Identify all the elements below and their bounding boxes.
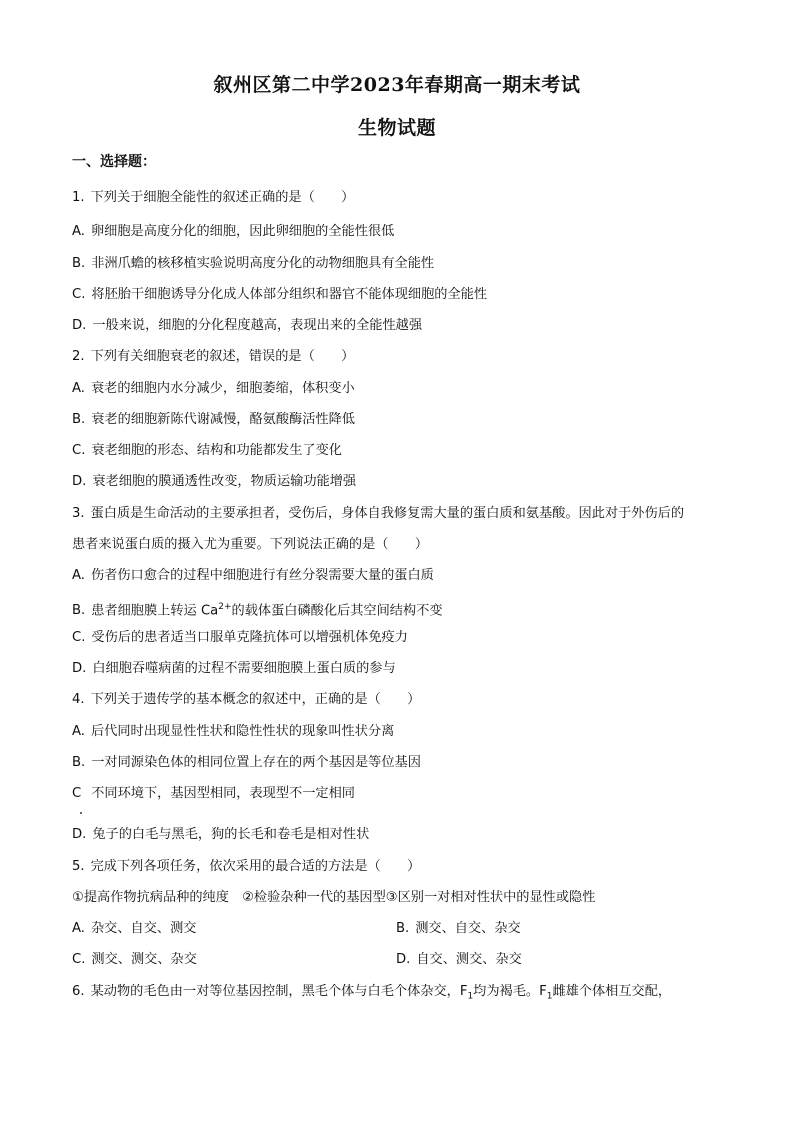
option-label: C.	[72, 287, 86, 302]
q3-option-a	[72, 567, 434, 585]
option-label: B.	[72, 256, 86, 271]
q5-option-c	[72, 951, 197, 969]
option-text-post: 的载体蛋白磷酸化后其空间结构不变	[231, 603, 443, 619]
q1-option-d	[72, 317, 422, 335]
option-text: 衰老的细胞内水分减少，细胞萎缩，体积变小	[90, 381, 355, 396]
q3-option-b	[72, 598, 443, 620]
q4-option-d	[72, 826, 369, 844]
question-1-stem	[72, 189, 354, 207]
question-text-post: 雌雄个体相互交配，	[552, 984, 672, 999]
option-text: 伤者伤口愈合的过程中细胞进行有丝分裂需要大量的蛋白质	[90, 568, 434, 583]
superscript: 2+	[218, 602, 232, 612]
option-text: 卵细胞是高度分化的细胞，因此卵细胞的全能性很低	[90, 224, 395, 239]
option-text-pre: 患者细胞膜上转运 Ca	[91, 603, 219, 619]
q4-option-b	[72, 754, 421, 772]
exam-subject: 生物试题	[357, 117, 436, 139]
section-heading: 一、选择题：	[72, 154, 156, 170]
question-text: 蛋白质是生命活动的主要承担者，受伤后，身体自我修复需大量的蛋白质和氨基酸。因此对于外伤后的	[90, 506, 685, 521]
q1-option-c	[72, 286, 487, 304]
question-5-tasks: ①提高作物抗病品种的纯度 ②检验杂种一代的基因型③区别一对相对性状中的显性或隐性	[72, 890, 596, 905]
q1-option-b	[72, 255, 434, 273]
question-number: 3.	[72, 506, 85, 521]
option-label: A.	[72, 224, 85, 239]
q2-option-c	[72, 442, 342, 460]
option-label: C.	[72, 630, 86, 645]
option-label: D.	[72, 827, 87, 842]
q2-option-b	[72, 411, 355, 429]
q5-option-a	[72, 920, 196, 938]
option-text: 测交、自交、杂交	[415, 921, 521, 936]
option-text: 衰老细胞的膜通透性改变，物质运输功能增强	[92, 474, 357, 489]
q3-option-d	[72, 660, 396, 678]
q4-option-a	[72, 723, 394, 741]
option-text: 兔子的白毛与黑毛，狗的长毛和卷毛是相对性状	[92, 827, 370, 842]
question-3-stem-cont: 患者来说蛋白质的摄入尤为重要。下列说法正确的是（ ）	[72, 537, 429, 552]
question-text: 下列有关细胞衰老的叙述，错误的是（ ）	[90, 349, 355, 364]
q5-option-d	[396, 951, 522, 969]
option-text: 受伤后的患者适当口服单克隆抗体可以增强机体免疫力	[91, 630, 408, 645]
question-4-stem	[72, 691, 420, 709]
option-text: 不同环境下，基因型相同，表现型不一定相同	[91, 786, 355, 801]
question-text-mid: 均为褐毛。F	[473, 984, 547, 999]
option-label: B.	[396, 921, 410, 936]
option-text: 杂交、自交、测交	[90, 921, 197, 936]
option-text: 非洲爪蟾的核移植实验说明高度分化的动物细胞具有全能性	[91, 256, 435, 271]
q3-option-c	[72, 629, 408, 647]
question-3-stem	[72, 505, 684, 523]
question-6-stem	[72, 983, 671, 1006]
subscript: 1	[467, 991, 474, 1002]
exam-title: 叙州区第二中学2023年春期高一期末考试	[213, 74, 581, 96]
q4-option-c	[72, 785, 355, 803]
option-text: 自交、测交、杂交	[416, 952, 522, 967]
option-text: 一般来说，细胞的分化程度越高，表现出来的全能性越强	[92, 318, 423, 333]
option-text: 将胚胎干细胞诱导分化成人体部分组织和器官不能体现细胞的全能性	[91, 287, 488, 302]
option-label: B.	[72, 603, 86, 619]
q2-option-a	[72, 380, 355, 398]
option-text: 白细胞吞噬病菌的过程不需要细胞膜上蛋白质的参与	[92, 661, 396, 676]
option-label: B.	[72, 412, 86, 427]
question-number: 2.	[72, 349, 85, 364]
question-number: 6.	[72, 984, 85, 999]
option-label: C.	[72, 443, 86, 458]
q2-option-d	[72, 473, 356, 491]
option-label: B.	[72, 755, 86, 770]
question-text: 下列关于细胞全能性的叙述正确的是（ ）	[90, 190, 355, 205]
question-text: 下列关于遗传学的基本概念的叙述中，正确的是（ ）	[90, 692, 421, 707]
stray-dot	[80, 812, 82, 814]
option-label: A.	[72, 921, 85, 936]
option-label: D.	[72, 661, 87, 676]
question-5-stem	[72, 858, 420, 876]
q5-option-b	[396, 920, 521, 938]
question-text: 完成下列各项任务，依次采用的最合适的方法是（ ）	[90, 859, 421, 874]
subscript: 1	[546, 991, 553, 1002]
option-label: D.	[396, 952, 411, 967]
option-label: D.	[72, 318, 87, 333]
option-text: 一对同源染色体的相同位置上存在的两个基因是等位基因	[91, 755, 421, 770]
question-number: 4.	[72, 692, 85, 707]
option-label: A.	[72, 568, 85, 583]
q1-option-a	[72, 223, 394, 241]
option-text: 后代同时出现显性性状和隐性性状的现象叫性状分离	[90, 724, 395, 739]
option-text: 测交、测交、杂交	[91, 952, 197, 967]
question-number: 5.	[72, 859, 85, 874]
option-label: C.	[72, 952, 86, 967]
option-text: 衰老的细胞新陈代谢减慢，酪氨酸酶活性降低	[91, 412, 355, 427]
option-label: A.	[72, 381, 85, 396]
question-text-pre: 某动物的毛色由一对等位基因控制，黑毛个体与白毛个体杂交，F	[90, 984, 468, 999]
question-number: 1.	[72, 190, 85, 205]
option-text: 衰老细胞的形态、结构和功能都发生了变化	[91, 443, 342, 458]
option-label: D.	[72, 474, 87, 489]
option-label: C	[72, 786, 82, 801]
question-2-stem	[72, 348, 354, 366]
option-label: A.	[72, 724, 85, 739]
